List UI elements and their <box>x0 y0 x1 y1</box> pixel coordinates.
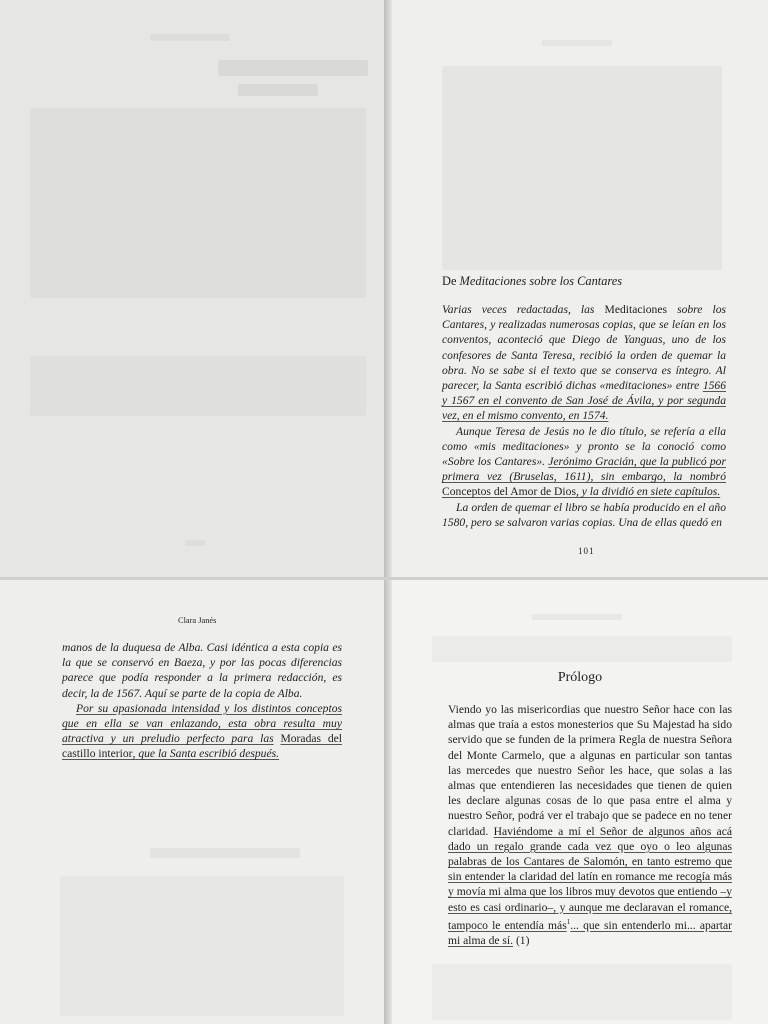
faded-text-block <box>432 964 732 1020</box>
faded-text-block <box>30 356 366 416</box>
paragraph: manos de la duquesa de Alba. Casi idéntica a esta copia es la que se conservó en Baeza, y por las pocas diferencias parece que podía responder a la primera redacción, es decir, la de 1567. Aquí se parte de la copia de Alba. <box>62 641 342 700</box>
faded-text-block <box>60 876 344 1016</box>
paragraph: Por su apasionada intensidad y los distintos conceptos que en ella se van enlazando, esta obra resulta muy atractiva y un preludio perfecto para las Moradas del castillo interior, que la Santa escribió después. <box>62 701 342 761</box>
page-top-right <box>392 0 768 578</box>
intro-text <box>62 640 342 762</box>
book-gutter <box>384 0 392 1024</box>
faded-text-block <box>432 636 732 662</box>
intro-text <box>442 302 726 530</box>
paragraph: La orden de quemar el libro se había producido en el año 1580, pero se salvaron varias copias. Una de ellas quedó en <box>442 500 726 529</box>
faded-text-block <box>150 34 230 41</box>
faded-text-block <box>532 614 622 620</box>
prologue-text <box>448 702 732 948</box>
faded-text-block <box>442 66 722 270</box>
section-heading: De Meditaciones sobre los Cantares <box>442 274 623 288</box>
paragraph: Aunque Teresa de Jesús no le dio título, se refería a ella como «mis meditaciones» y pronto se la conoció como «Sobre los Cantares». Jerónimo Gracián, que la publicó por primera vez (Bruselas, 1611), sin embargo, la nombró Conceptos del Amor de Dios, y la dividió en siete capítulos. <box>442 424 726 499</box>
faded-text-block <box>150 848 300 858</box>
paragraph: Viendo yo las misericordias que nuestro Señor hace con las almas que traía a estos monesterios que Su Majestad ha sido servido que se funden de la primera Regla de nuestra Señora del Monte Carmelo, que a algunas en particular son tantas las mercedes que nuestro Señor les hace, que solas a las almas que entendieren las necesidades que tienen de quien les declare algunas cosas de lo que pasa entre el alma y nuestro Señor, podrá ver el trabajo que se padece en no tener claridad. Haviéndome a mí el Señor de algunos años acá dado un regalo grande cada vez que oyo o leo algunas palabras de los Cantares de Salomón, en tanto estremo que sin entender la claridad del latín en romance me recogía más y movía mi alma que los libros muy devotos que entiendo –y esto es casi ordinario–, y aunque me declaravan el romance, tampoco le entendía más$^1$... que sin entenderlo mi... apartar mi alma de sí. (1) <box>448 703 733 947</box>
page-bottom-right <box>392 580 768 1024</box>
faded-text-block <box>542 40 612 46</box>
running-head: Clara Janés <box>178 616 217 625</box>
faded-text-block <box>185 540 205 546</box>
page-title: Prólogo <box>557 670 603 685</box>
page-bottom-left <box>0 580 384 1024</box>
faded-text-block <box>238 84 318 96</box>
faded-text-block <box>30 108 366 298</box>
page-top-left <box>0 0 384 578</box>
page-number: 101 <box>578 546 595 556</box>
paragraph: Varias veces redactadas, las Meditaciones sobre los Cantares, y realizadas numerosas copias, que se leían en los conventos, aconteció que Diego de Yanguas, uno de los confesores de Santa Teresa, recibió la orden de quemar la obra. No se sabe si el texto que se conserva es íntegro. Al parecer, la Santa escribió dichas «meditaciones» entre 1566 y 1567 en el convento de San José de Ávila, y por segunda vez, en el mismo convento, en 1574. <box>442 303 727 423</box>
faded-text-block <box>218 60 368 76</box>
